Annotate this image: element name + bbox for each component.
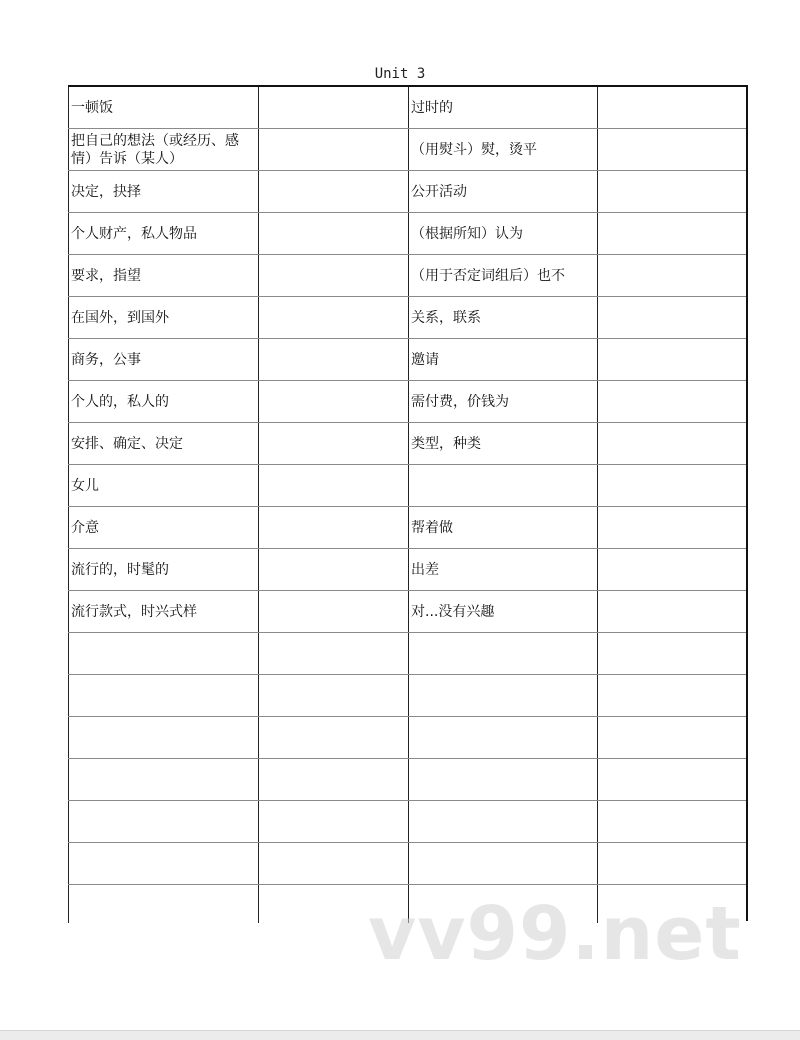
- answer-cell-right: [598, 423, 749, 465]
- answer-cell-right: [598, 801, 749, 843]
- table-row: [69, 297, 749, 339]
- answer-cell-left: [259, 843, 409, 885]
- chinese-term-left: 个人的，私人的: [69, 381, 259, 423]
- chinese-term-left: [69, 675, 259, 717]
- chinese-term-right: [409, 843, 598, 885]
- table-row: [69, 885, 749, 924]
- answer-cell-right: [598, 339, 749, 381]
- answer-cell-right: [598, 675, 749, 717]
- chinese-term-left: 一顿饭: [69, 87, 259, 129]
- answer-cell-right: [598, 507, 749, 549]
- answer-cell-right: [598, 465, 749, 507]
- chinese-term-left: 流行的，时髦的: [69, 549, 259, 591]
- answer-cell-left: [259, 801, 409, 843]
- chinese-term-left: [69, 717, 259, 759]
- answer-cell-left: [259, 87, 409, 129]
- answer-cell-right: [598, 297, 749, 339]
- table-row: [69, 87, 749, 129]
- watermark-text: vv99.net: [368, 891, 742, 977]
- table-row: [69, 171, 749, 213]
- answer-cell-right: [598, 255, 749, 297]
- table-row: [69, 381, 749, 423]
- answer-cell-left: [259, 717, 409, 759]
- answer-cell-left: [259, 171, 409, 213]
- chinese-term-left: 决定，抉择: [69, 171, 259, 213]
- chinese-term-left: [69, 801, 259, 843]
- vocabulary-table-container: [68, 85, 748, 923]
- answer-cell-right: [598, 885, 749, 924]
- chinese-term-right: [409, 801, 598, 843]
- table-row: [69, 675, 749, 717]
- chinese-term-left: 介意: [69, 507, 259, 549]
- answer-cell-right: [598, 717, 749, 759]
- chinese-term-right: 对...没有兴趣: [409, 591, 598, 633]
- answer-cell-right: [598, 129, 749, 171]
- chinese-term-right: 过时的: [409, 87, 598, 129]
- vocabulary-table: [68, 87, 748, 923]
- chinese-term-right: [409, 717, 598, 759]
- chinese-term-right: [409, 633, 598, 675]
- answer-cell-right: [598, 87, 749, 129]
- chinese-term-left: [69, 885, 259, 924]
- chinese-term-left: 流行款式，时兴式样: [69, 591, 259, 633]
- chinese-term-right: （用熨斗）熨，烫平: [409, 129, 598, 171]
- chinese-term-left: 个人财产，私人物品: [69, 213, 259, 255]
- table-row: [69, 465, 749, 507]
- chinese-term-right: [409, 885, 598, 924]
- table-row: [69, 549, 749, 591]
- chinese-term-left: 女儿: [69, 465, 259, 507]
- answer-cell-left: [259, 885, 409, 924]
- answer-cell-right: [598, 549, 749, 591]
- chinese-term-left: 要求，指望: [69, 255, 259, 297]
- answer-cell-left: [259, 213, 409, 255]
- chinese-term-right: 关系，联系: [409, 297, 598, 339]
- answer-cell-right: [598, 213, 749, 255]
- chinese-term-left: 商务，公事: [69, 339, 259, 381]
- answer-cell-left: [259, 423, 409, 465]
- answer-cell-right: [598, 171, 749, 213]
- answer-cell-left: [259, 633, 409, 675]
- chinese-term-right: 公开活动: [409, 171, 598, 213]
- chinese-term-left: 把自己的想法（或经历、感情）告诉（某人）: [69, 129, 259, 171]
- chinese-term-right: [409, 759, 598, 801]
- chinese-term-right: （用于否定词组后）也不: [409, 255, 598, 297]
- answer-cell-left: [259, 465, 409, 507]
- table-row: [69, 507, 749, 549]
- chinese-term-left: [69, 759, 259, 801]
- vocabulary-table-body: [69, 87, 749, 923]
- table-row: [69, 633, 749, 675]
- table-row: [69, 255, 749, 297]
- chinese-term-right: 需付费，价钱为: [409, 381, 598, 423]
- answer-cell-left: [259, 507, 409, 549]
- answer-cell-left: [259, 759, 409, 801]
- answer-cell-right: [598, 759, 749, 801]
- chinese-term-right: [409, 675, 598, 717]
- answer-cell-left: [259, 675, 409, 717]
- answer-cell-right: [598, 633, 749, 675]
- chinese-term-right: 帮着做: [409, 507, 598, 549]
- answer-cell-left: [259, 549, 409, 591]
- answer-cell-left: [259, 297, 409, 339]
- chinese-term-left: 在国外，到国外: [69, 297, 259, 339]
- chinese-term-right: 邀请: [409, 339, 598, 381]
- table-row: [69, 339, 749, 381]
- chinese-term-right: 类型，种类: [409, 423, 598, 465]
- answer-cell-left: [259, 255, 409, 297]
- table-right-border: [746, 85, 748, 921]
- chinese-term-right: （根据所知）认为: [409, 213, 598, 255]
- page-title: Unit 3: [374, 66, 426, 82]
- table-row: [69, 843, 749, 885]
- answer-cell-right: [598, 381, 749, 423]
- answer-cell-left: [259, 129, 409, 171]
- chinese-term-right: 出差: [409, 549, 598, 591]
- answer-cell-right: [598, 843, 749, 885]
- table-row: [69, 591, 749, 633]
- table-row: [69, 759, 749, 801]
- answer-cell-left: [259, 591, 409, 633]
- answer-cell-left: [259, 381, 409, 423]
- table-row: [69, 129, 749, 171]
- table-row: [69, 801, 749, 843]
- answer-cell-left: [259, 339, 409, 381]
- chinese-term-left: 安排、确定、决定: [69, 423, 259, 465]
- chinese-term-left: [69, 633, 259, 675]
- answer-cell-right: [598, 591, 749, 633]
- table-row: [69, 423, 749, 465]
- table-row: [69, 213, 749, 255]
- chinese-term-right: [409, 465, 598, 507]
- table-row: [69, 717, 749, 759]
- chinese-term-left: [69, 843, 259, 885]
